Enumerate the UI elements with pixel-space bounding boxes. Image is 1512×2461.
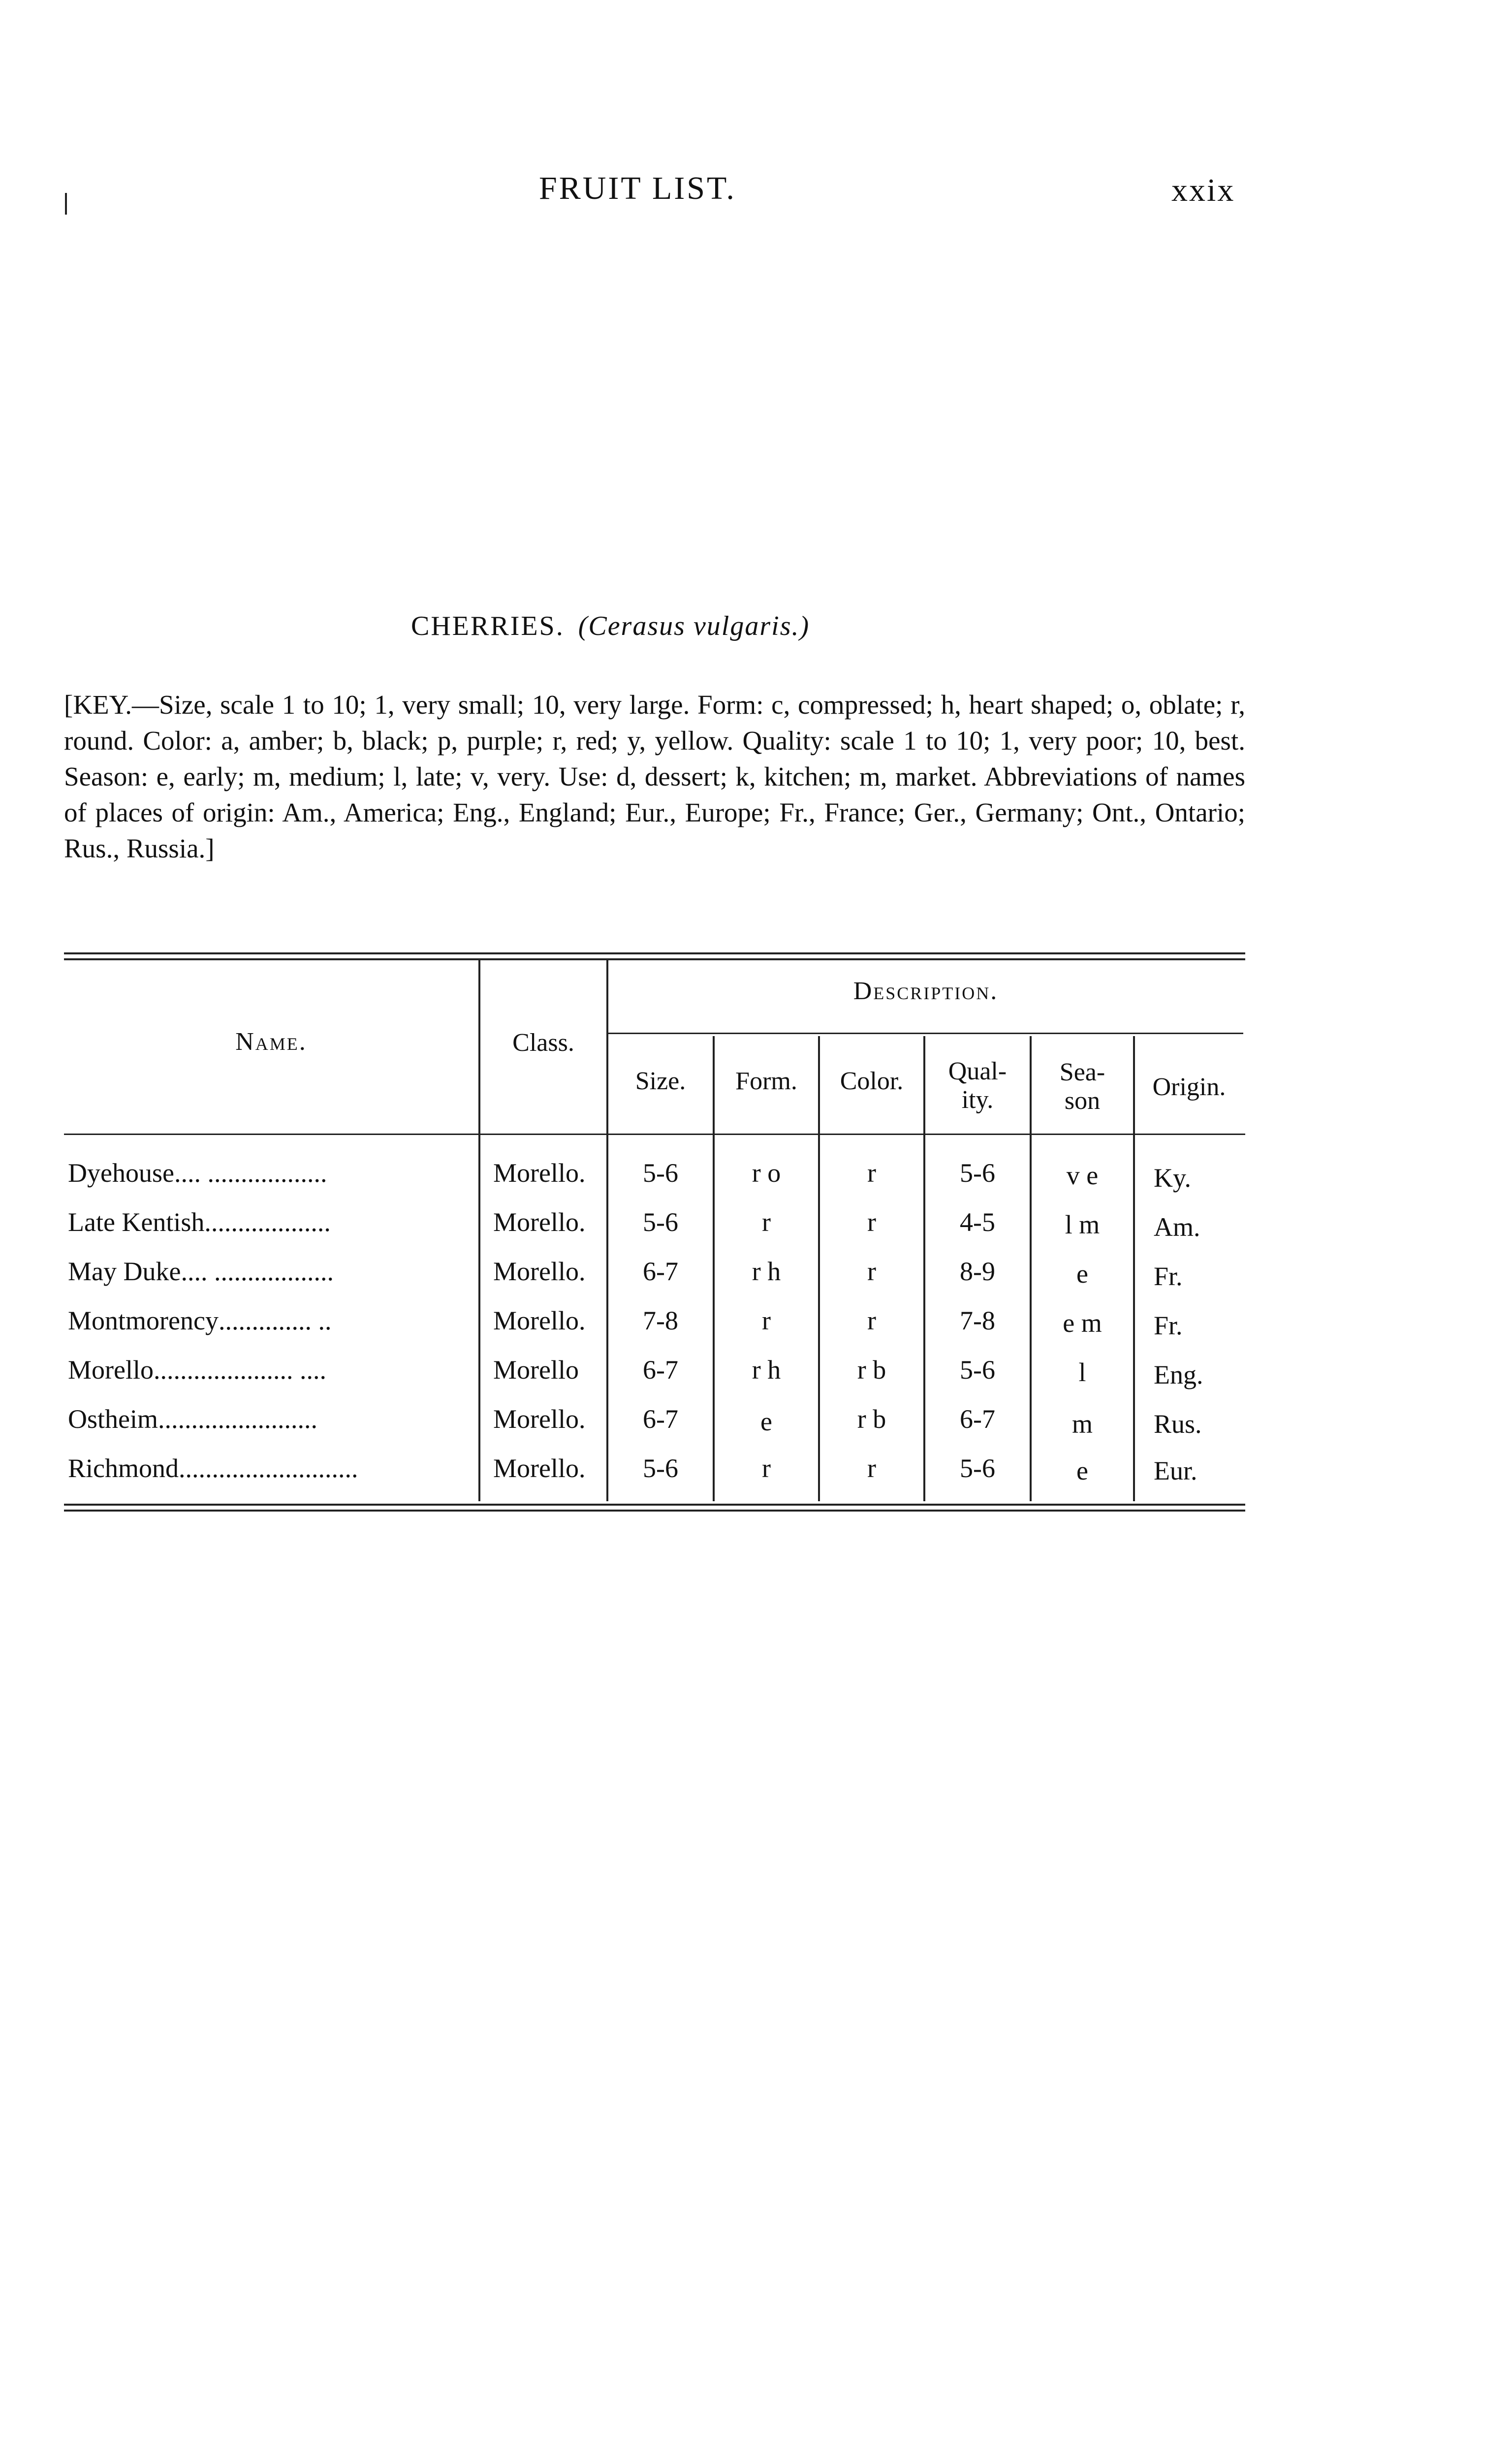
row-season: e m <box>1063 1308 1102 1338</box>
row-season: m <box>1071 1409 1093 1439</box>
header-class: Class. <box>512 1029 574 1057</box>
header-description: Description. <box>853 977 999 1005</box>
row-season: l <box>1078 1357 1086 1387</box>
row-color: r <box>867 1306 876 1335</box>
row-form: r o <box>752 1158 781 1188</box>
section-heading <box>411 610 810 642</box>
latin-name: (Cerasus vulgaris.) <box>578 611 810 641</box>
header-name: Name. <box>235 1028 307 1056</box>
row-origin: Eng. <box>1154 1360 1203 1389</box>
row-origin: Fr. <box>1154 1311 1183 1340</box>
row-color: r <box>867 1453 876 1483</box>
running-head <box>0 170 1512 214</box>
running-title: FRUIT LIST. <box>539 170 736 206</box>
row-name-morello: Morello..................... .... <box>68 1355 326 1385</box>
row-form: r h <box>752 1355 781 1385</box>
row-name-may-duke: May Duke.... .................. <box>68 1257 334 1286</box>
row-size: 7-8 <box>643 1306 678 1335</box>
row-size: 6-7 <box>643 1355 678 1385</box>
row-size: 6-7 <box>643 1404 678 1434</box>
table-top-rule <box>64 952 1245 954</box>
row-season: e <box>1076 1259 1088 1289</box>
header-form: Form. <box>735 1067 797 1095</box>
header-bottom-rule <box>64 1134 1245 1135</box>
header-size: Size. <box>635 1067 686 1095</box>
row-origin: Am. <box>1154 1212 1200 1242</box>
row-size: 5-6 <box>643 1453 678 1483</box>
row-origin: Fr. <box>1154 1262 1183 1291</box>
row-quality: 6-7 <box>960 1404 995 1434</box>
row-color: r <box>867 1207 876 1237</box>
row-name-dyehouse: Dyehouse.... .................. <box>68 1158 327 1188</box>
row-color: r <box>867 1257 876 1286</box>
row-origin: Ky. <box>1154 1163 1191 1193</box>
row-class: Morello. <box>493 1453 586 1483</box>
key-paragraph: [KEY.—Size, scale 1 to 10; 1, very small; 10, very large. Form: c, compressed; h, heart shaped; o, oblate; r, round. Color: a, amber; b, black; p, purple; r, red; y, yellow. Quality: scale 1 to 10; 1, very poor; 10, best. Season: e, early; m, medium; l, late; v, very. Use: d, dessert; k, kitchen; m, market. Abbreviations of names of places of origin: Am., America; Eng., England; Eur., Europe; Fr., France; Ger., Germany; Ont., Ontario; Rus., Russia.] <box>64 690 1245 863</box>
row-quality: 4-5 <box>960 1207 995 1237</box>
row-quality: 5-6 <box>960 1158 995 1188</box>
row-name-late-kentish: Late Kentish................... <box>68 1207 331 1237</box>
header-quality-line2: ity. <box>961 1086 994 1114</box>
header-color: Color. <box>840 1067 904 1095</box>
row-origin: Eur. <box>1154 1456 1197 1485</box>
table-bottom-rule <box>64 1504 1245 1506</box>
header-quality-line1: Qual- <box>948 1057 1007 1085</box>
row-size: 6-7 <box>643 1257 678 1286</box>
header-quality <box>925 1057 1030 1114</box>
row-color: r b <box>857 1404 886 1434</box>
row-class: Morello. <box>493 1306 586 1335</box>
row-class: Morello. <box>493 1257 586 1286</box>
row-class: Morello. <box>493 1158 586 1188</box>
row-form: r <box>762 1306 771 1335</box>
header-origin: Origin. <box>1152 1073 1226 1101</box>
row-name-montmorency: Montmorency.............. .. <box>68 1306 332 1335</box>
row-quality: 5-6 <box>960 1355 995 1385</box>
col-divider-season <box>1133 1036 1135 1501</box>
row-form: r <box>762 1453 771 1483</box>
row-quality: 7-8 <box>960 1306 995 1335</box>
row-color: r <box>867 1158 876 1188</box>
header-season-line1: Sea- <box>1059 1058 1105 1086</box>
table-bottom-rule-2 <box>64 1510 1245 1512</box>
row-name-richmond: Richmond........................... <box>68 1453 358 1483</box>
row-size: 5-6 <box>643 1158 678 1188</box>
header-season <box>1032 1058 1133 1115</box>
row-class: Morello. <box>493 1404 586 1434</box>
page-number: xxix <box>1171 172 1235 208</box>
row-size: 5-6 <box>643 1207 678 1237</box>
header-season-line2: son <box>1064 1087 1101 1115</box>
row-quality: 8-9 <box>960 1257 995 1286</box>
row-class: Morello. <box>493 1207 586 1237</box>
table-top-rule-2 <box>64 958 1245 960</box>
row-color: r b <box>857 1355 886 1385</box>
row-season: v e <box>1066 1161 1099 1190</box>
section-title: CHERRIES. <box>411 611 565 641</box>
row-quality: 5-6 <box>960 1453 995 1483</box>
row-season: e <box>1076 1456 1088 1485</box>
row-name-ostheim: Ostheim........................ <box>68 1404 317 1434</box>
row-form: e <box>760 1407 772 1436</box>
row-class: Morello <box>493 1355 579 1385</box>
row-form: r <box>762 1207 771 1237</box>
row-season: l m <box>1065 1210 1100 1239</box>
description-underline <box>608 1033 1243 1034</box>
row-origin: Rus. <box>1154 1409 1202 1439</box>
row-form: r h <box>752 1257 781 1286</box>
